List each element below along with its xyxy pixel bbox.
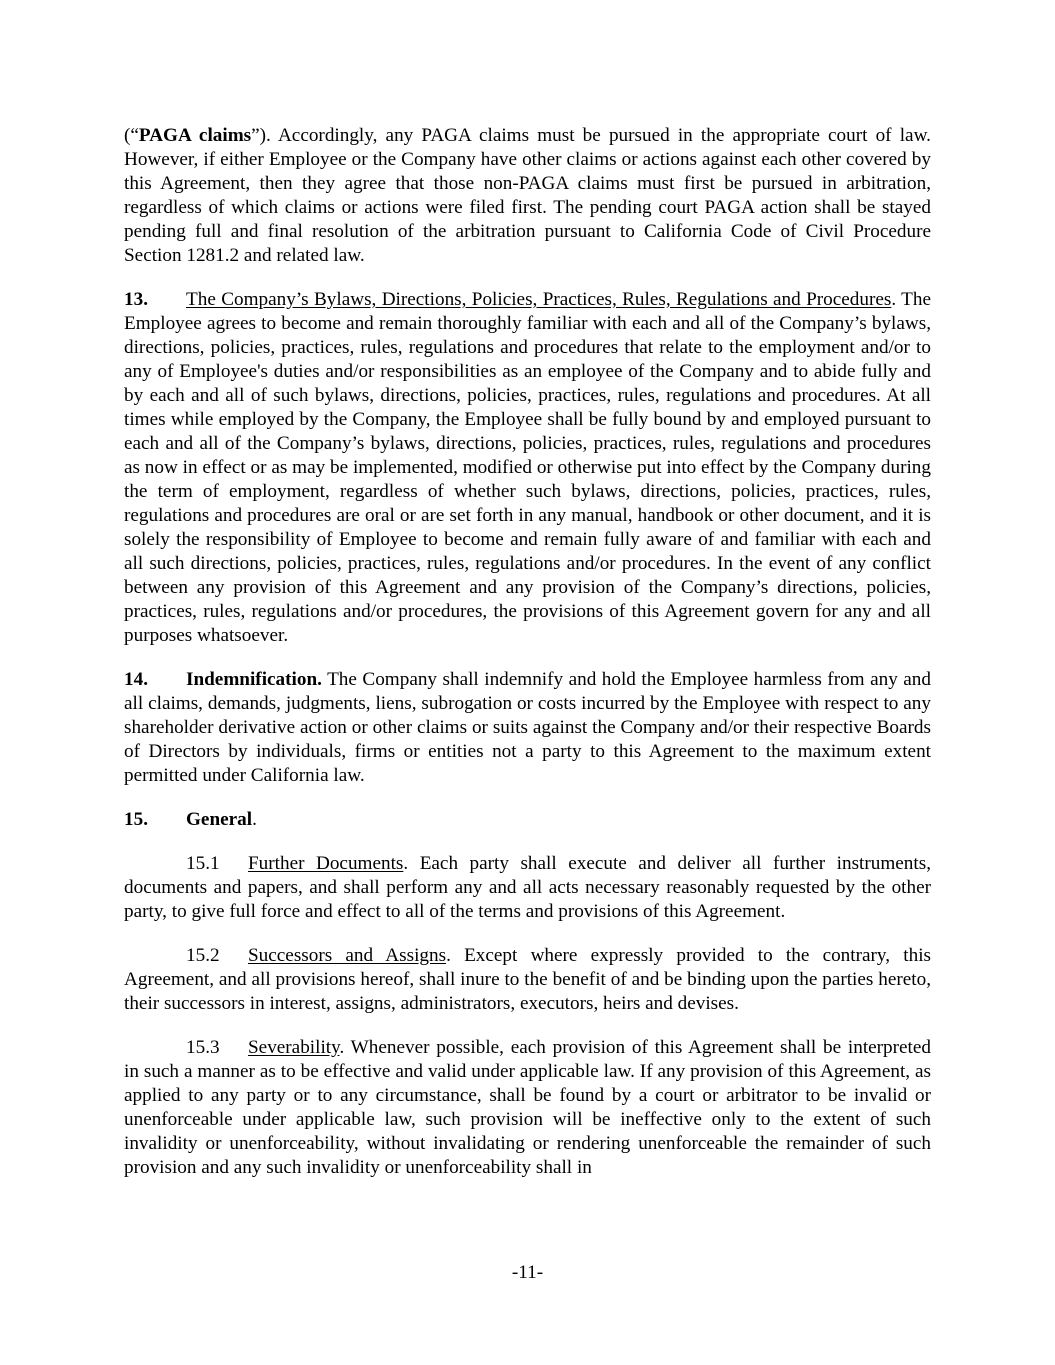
section-13-body: . The Employee agrees to become and remain thoroughly familiar with each and all of the Company’s bylaws, directions, policies, practices, rules, regulations and procedures that relate to the employment and/or to any of Employee's duties and/or responsibilities as an employee of the Company and to abide fully and by each and all of such bylaws, directions, policies, practices, rules, regulations and procedures. At all times while employed by the Company, the Employee shall be fully bound by and employed pursuant to each and all of the Company’s bylaws, directions, policies, practices, rules, regulations and procedures as now in effect or as may be implemented, modified or otherwise put into effect by the Company during the term of employment, regardless of whether such bylaws, directions, policies, practices, rules, regulations and procedures are oral or are set forth in any manual, handbook or other document, and it is solely the responsibility of Employee to become and remain fully aware of and familiar with each and all such directions, policies, practices, rules, regulations and/or procedures. In the event of any conflict between any provision of this Agreement and any provision of the Company’s directions, policies, practices, rules, regulations and/or procedures, the provisions of this Agreement govern for any and all purposes whatsoever. — [124, 289, 931, 646]
section-13 — [124, 288, 931, 648]
section-13-heading: The Company’s Bylaws, Directions, Policies, Practices, Rules, Regulations and Procedures — [186, 289, 892, 310]
section-14 — [124, 668, 931, 788]
paragraph-paga-claims: (“PAGA claims”). Accordingly, any PAGA claims must be pursued in the appropriate court of law. However, if either Employee or the Company have other claims or actions against each other covered by this Agreement, then they agree that those non-PAGA claims must first be pursued in arbitration, regardless of which claims or actions were filed first. The pending court PAGA action shall be stayed pending full and final resolution of the arbitration pursuant to California Code of Civil Procedure Section 1281.2 and related law. — [124, 125, 931, 266]
defined-term-paga-claims: PAGA claims — [138, 125, 252, 146]
section-15: 15. General. — [124, 809, 257, 830]
section-14-heading: Indemnification. — [186, 669, 322, 690]
section-14-body: The Company shall indemnify and hold the Employee harmless from any and all claims, demands, judgments, liens, subrogation or costs incurred by the Employee with respect to any shareholder derivative action or other claims or suits against the Company and/or their respective Boards of Directors by individuals, firms or entities not a party to this Agreement to the maximum extent permitted under California law. — [124, 669, 931, 786]
section-15-3-heading: Severability — [248, 1037, 340, 1058]
section-15-3 — [124, 1036, 931, 1180]
page-number: -11- — [511, 1262, 544, 1283]
section-15-2 — [124, 944, 931, 1016]
section-15-1 — [124, 852, 931, 924]
section-15-2-number: 15.2 — [186, 945, 220, 966]
section-15-2-heading: Successors and Assigns — [248, 945, 447, 966]
section-15-1-body: . Each party shall execute and deliver all further instruments, documents and papers, and shall perform any and all acts necessary reasonably requested by the other party, to give full force and effect to all of the terms and provisions of this Agreement. — [124, 853, 931, 922]
section-15-2-body: . Except where expressly provided to the contrary, this Agreement, and all provisions hereof, shall inure to the benefit of and be binding upon the parties hereto, their successors in interest, assigns, administrators, executors, heirs and devises. — [124, 945, 931, 1014]
section-15-3-body: . Whenever possible, each provision of this Agreement shall be interpreted in such a manner as to be effective and valid under applicable law. If any provision of this Agreement, as applied to any party or to any circumstance, shall be found by a court or arbitrator to be invalid or unenforceable under applicable law, such provision will be ineffective only to the extent of such invalidity or unenforceability, without invalidating or rendering unenforceable the remainder of such provision and any such invalidity or unenforceability shall in — [124, 1037, 931, 1178]
section-15-number: 15. — [124, 809, 148, 830]
section-13-number: 13. — [124, 289, 148, 310]
section-14-number: 14. — [124, 669, 148, 690]
section-15-heading: General — [186, 809, 253, 830]
section-15-1-number: 15.1 — [186, 853, 220, 874]
section-15-1-heading: Further Documents — [248, 853, 404, 874]
section-15-3-number: 15.3 — [186, 1037, 220, 1058]
document-page — [124, 124, 931, 1200]
